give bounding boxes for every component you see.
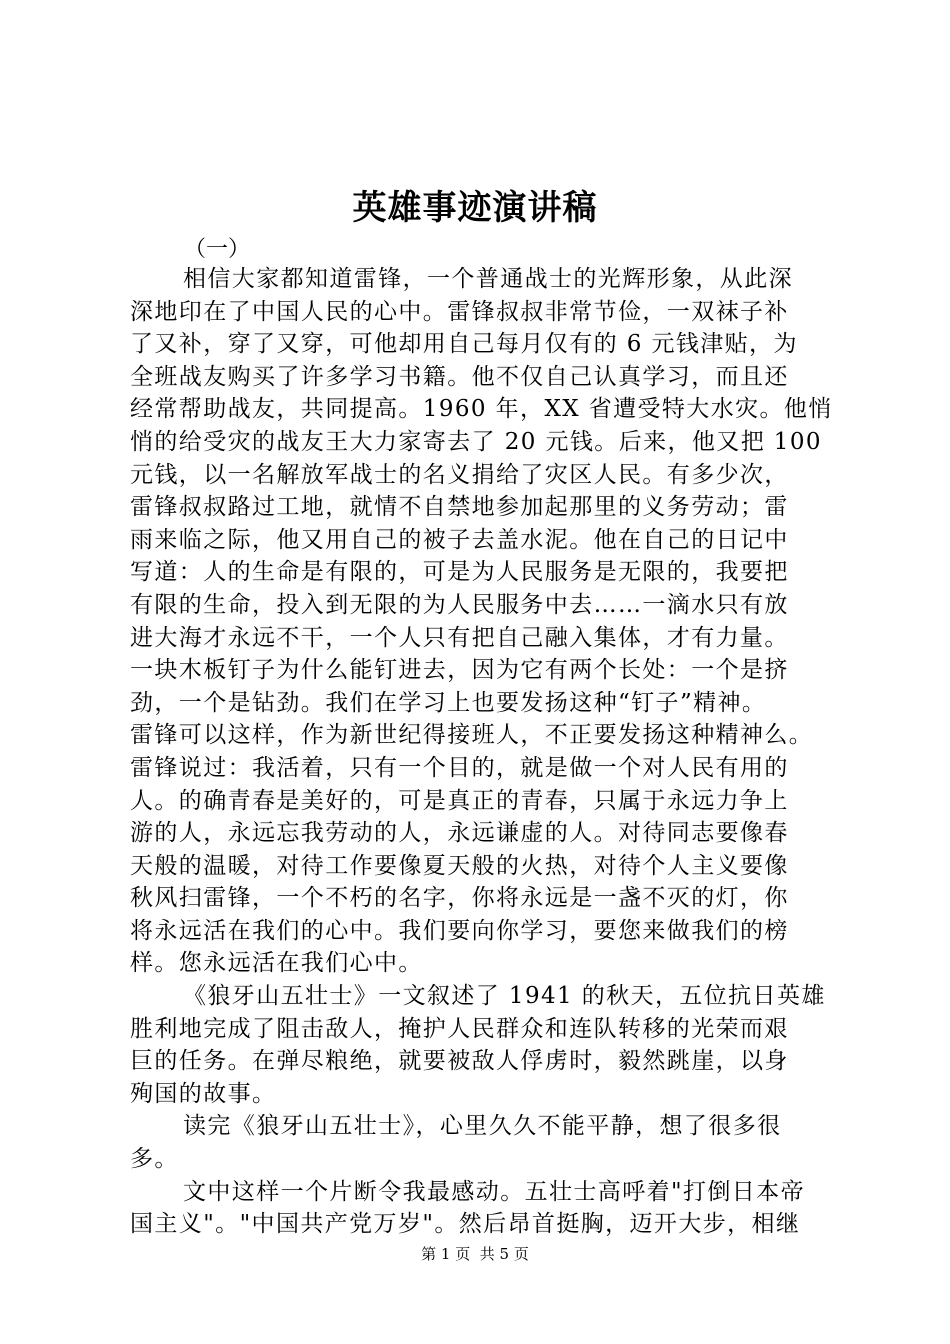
- text-line: 殉国的故事。: [130, 1080, 277, 1107]
- text-line: 全班战友购买了许多学习书籍。他不仅自己认真学习，而且还: [130, 363, 789, 390]
- text-line: 巨的任务。在弹尽粮绝，就要被敌人俘虏时，毅然跳崖，以身: [130, 1048, 789, 1075]
- text-line: 雨来临之际，他又用自己的被子去盖水泥。他在自己的日记中: [130, 526, 789, 553]
- text-line: 天般的温暖，对待工作要像夏天般的火热，对待个人主义要像: [130, 852, 789, 879]
- text-line: 雷锋可以这样，作为新世纪得接班人，不正要发扬这种精神么。: [130, 722, 814, 749]
- text-line: 国主义"。"中国共产党万岁"。然后昂首挺胸，迈开大步，相继: [130, 1211, 801, 1238]
- text-line: 了又补，穿了又穿，可他却用自己每月仅有的 6 元钱津贴，为: [130, 331, 798, 358]
- page-footer: 第 1 页 共 5 页: [421, 1245, 529, 1263]
- text-line: 雷锋叔叔路过工地，就情不自禁地参加起那里的义务劳动；雷: [130, 494, 789, 521]
- document-title: 英雄事迹演讲稿: [352, 188, 598, 228]
- text-line: 胜利地完成了阻击敌人，掩护人民群众和连队转移的光荣而艰: [130, 1015, 789, 1042]
- text-line: 劲，一个是钻劲。我们在学习上也要发扬这种“钉子”精神。: [130, 689, 767, 716]
- text-line: 多。: [130, 1146, 179, 1173]
- text-line: 《狼牙山五壮士》一文叙述了 1941 的秋天，五位抗日英雄: [183, 983, 826, 1010]
- text-line: 深地印在了中国人民的心中。雷锋叔叔非常节俭，一双袜子补: [130, 298, 789, 325]
- text-line: 文中这样一个片断令我最感动。五壮士高呼着"打倒日本帝: [183, 1178, 805, 1205]
- text-line: 人。的确青春是美好的，可是真正的青春，只属于永远力争上: [130, 787, 789, 814]
- text-line: 雷锋说过：我活着，只有一个目的，就是做一个对人民有用的: [130, 754, 789, 781]
- text-line: 读完《狼牙山五壮士》，心里久久不能平静，想了很多很: [183, 1113, 782, 1140]
- text-line: 有限的生命，投入到无限的为人民服务中去……一滴水只有放: [130, 591, 789, 618]
- text-line: 秋风扫雷锋，一个不朽的名字，你将永远是一盏不灭的灯，你: [130, 885, 789, 912]
- text-line: 相信大家都知道雷锋，一个普通战士的光辉形象，从此深: [183, 266, 793, 292]
- text-line: 元钱，以一名解放军战士的名义捐给了灾区人民。有多少次，: [130, 461, 789, 488]
- body-text: [130, 263, 860, 1241]
- text-line: 样。您永远活在我们心中。: [130, 950, 423, 977]
- text-line: 经常帮助战友，共同提高。1960 年，XX 省遭受特大水灾。他悄: [130, 396, 833, 423]
- text-line: 将永远活在我们的心中。我们要向你学习，要您来做我们的榜: [130, 917, 789, 944]
- section-label: （一）: [184, 237, 251, 262]
- text-line: 游的人，永远忘我劳动的人，永远谦虚的人。对待同志要像春: [130, 820, 789, 847]
- text-line: 悄的给受灾的战友王大力家寄去了 20 元钱。后来，他又把 100: [130, 428, 822, 455]
- text-line: 写道：人的生命是有限的，可是为人民服务是无限的，我要把: [130, 559, 789, 586]
- text-line: 一块木板钉子为什么能钉进去，因为它有两个长处：一个是挤: [130, 657, 789, 684]
- text-line: 进大海才永远不干，一个人只有把自己融入集体，才有力量。: [130, 624, 789, 651]
